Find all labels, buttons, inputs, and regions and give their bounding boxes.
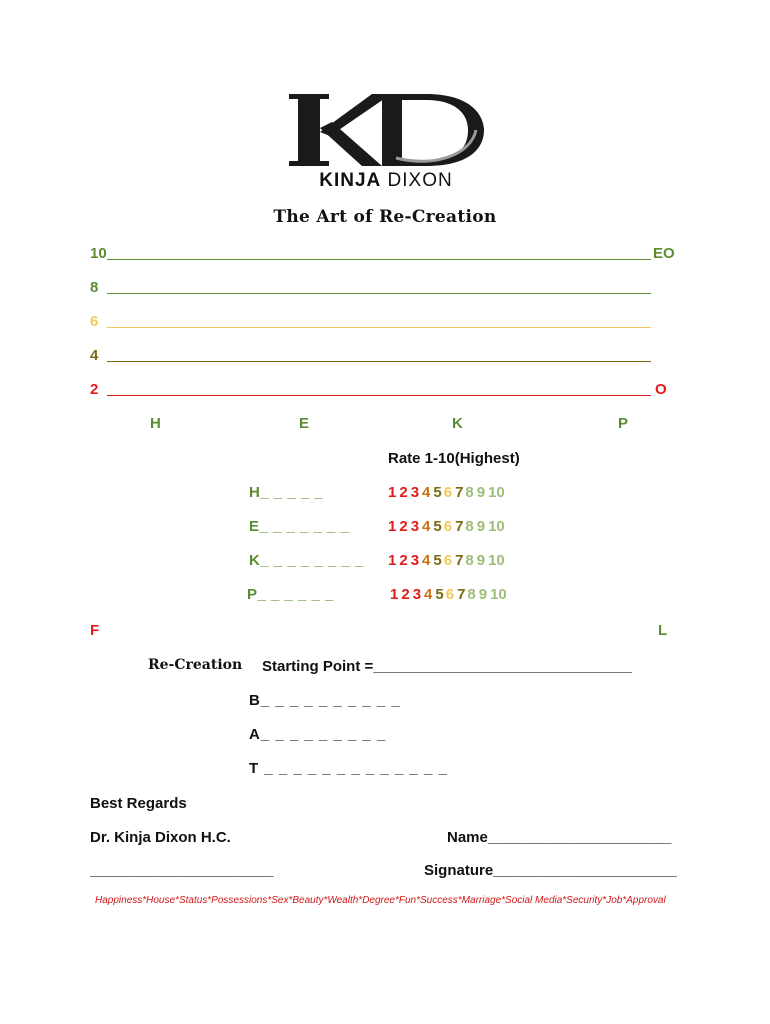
kd-monogram-icon	[286, 88, 486, 174]
scale-line	[107, 259, 651, 260]
scale-number: 8	[90, 279, 99, 296]
recreation-label: Re-Creation	[148, 657, 243, 673]
letter-p: P	[618, 415, 629, 432]
rating-number-7[interactable]: 7	[455, 552, 464, 569]
scale-line	[107, 327, 651, 328]
rating-number-6[interactable]: 6	[443, 484, 453, 501]
rating-number-9[interactable]: 9	[476, 518, 486, 535]
rating-number-9[interactable]: 9	[478, 586, 488, 603]
name-field[interactable]: Name______________________	[447, 829, 672, 846]
rating-number-3[interactable]: 3	[410, 552, 420, 569]
author-name: Dr. Kinja Dixon H.C.	[90, 829, 231, 846]
rating-number-10[interactable]: 10	[490, 586, 507, 603]
scale-end-label: EO	[653, 245, 675, 262]
rating-scale-k[interactable]	[388, 552, 508, 569]
rating-number-8[interactable]: 8	[465, 484, 474, 501]
page-title: The Art of Re-Creation	[273, 207, 497, 227]
rating-number-8[interactable]: 8	[465, 552, 474, 569]
letter-e: E	[299, 415, 310, 432]
rating-label-e: E_ _ _ _ _ _ _	[249, 518, 350, 535]
rating-number-5[interactable]: 5	[433, 518, 442, 535]
starting-point-field[interactable]: Starting Point =_______________________________	[262, 658, 632, 675]
logo-wordmark	[286, 170, 486, 192]
rating-number-4[interactable]: 4	[422, 484, 431, 501]
rating-number-7[interactable]: 7	[457, 586, 466, 603]
rating-number-2[interactable]: 2	[399, 518, 408, 535]
rating-number-7[interactable]: 7	[455, 484, 464, 501]
author-signature-line: ______________________	[90, 862, 274, 879]
rating-number-3[interactable]: 3	[412, 586, 422, 603]
marker-f: F	[90, 622, 100, 639]
rating-number-2[interactable]: 2	[401, 586, 410, 603]
marker-l: L	[658, 622, 668, 639]
rating-number-4[interactable]: 4	[424, 586, 433, 603]
logo-word-dixon: DIXON	[387, 170, 453, 191]
signature-field[interactable]: Signature______________________	[424, 862, 677, 879]
rating-label-k: K_ _ _ _ _ _ _ _	[249, 552, 364, 569]
scale-number: 6	[90, 313, 99, 330]
rating-number-1[interactable]: 1	[388, 552, 397, 569]
scale-line	[107, 395, 651, 396]
scale-end-label: O	[655, 381, 667, 398]
field-b[interactable]: B_ _ _ _ _ _ _ _ _ _	[249, 692, 401, 709]
rating-number-4[interactable]: 4	[422, 552, 431, 569]
rating-number-4[interactable]: 4	[422, 518, 431, 535]
field-t[interactable]: T _ _ _ _ _ _ _ _ _ _ _ _ _	[249, 760, 448, 777]
rating-number-1[interactable]: 1	[390, 586, 399, 603]
rating-scale-e[interactable]	[388, 518, 508, 535]
rating-number-7[interactable]: 7	[455, 518, 464, 535]
field-a[interactable]: A_ _ _ _ _ _ _ _ _	[249, 726, 387, 743]
rating-number-9[interactable]: 9	[476, 552, 486, 569]
best-regards: Best Regards	[90, 795, 187, 812]
rating-label-h: H_ _ _ _ _	[249, 484, 324, 501]
rating-number-6[interactable]: 6	[443, 552, 453, 569]
rating-number-6[interactable]: 6	[443, 518, 453, 535]
scale-line	[107, 361, 651, 362]
rating-number-6[interactable]: 6	[445, 586, 455, 603]
rating-number-5[interactable]: 5	[435, 586, 444, 603]
logo-word-kinja: KINJA	[319, 170, 382, 191]
rating-number-5[interactable]: 5	[433, 484, 442, 501]
rating-number-2[interactable]: 2	[399, 552, 408, 569]
rating-number-2[interactable]: 2	[399, 484, 408, 501]
rating-number-1[interactable]: 1	[388, 518, 397, 535]
scale-number: 4	[90, 347, 99, 364]
rating-title: Rate 1-10(Highest)	[388, 450, 520, 467]
rating-number-3[interactable]: 3	[410, 484, 420, 501]
rating-number-5[interactable]: 5	[433, 552, 442, 569]
rating-scale-p[interactable]	[390, 586, 510, 603]
rating-number-8[interactable]: 8	[465, 518, 474, 535]
rating-number-3[interactable]: 3	[410, 518, 420, 535]
rating-number-10[interactable]: 10	[488, 484, 505, 501]
rating-scale-h[interactable]	[388, 484, 508, 501]
rating-number-10[interactable]: 10	[488, 518, 505, 535]
rating-number-10[interactable]: 10	[488, 552, 505, 569]
footer-categories: Happiness*House*Status*Possessions*Sex*Beauty*Wealth*Degree*Fun*Success*Marriage*Social Media*Security*Job*Approval	[95, 895, 666, 906]
scale-number: 2	[90, 381, 99, 398]
rating-number-1[interactable]: 1	[388, 484, 397, 501]
rating-number-9[interactable]: 9	[476, 484, 486, 501]
rating-label-p: P_ _ _ _ _ _	[247, 586, 334, 603]
letter-k: K	[452, 415, 463, 432]
scale-number: 10	[90, 245, 107, 262]
scale-line	[107, 293, 651, 294]
letter-h: H	[150, 415, 161, 432]
rating-number-8[interactable]: 8	[467, 586, 476, 603]
